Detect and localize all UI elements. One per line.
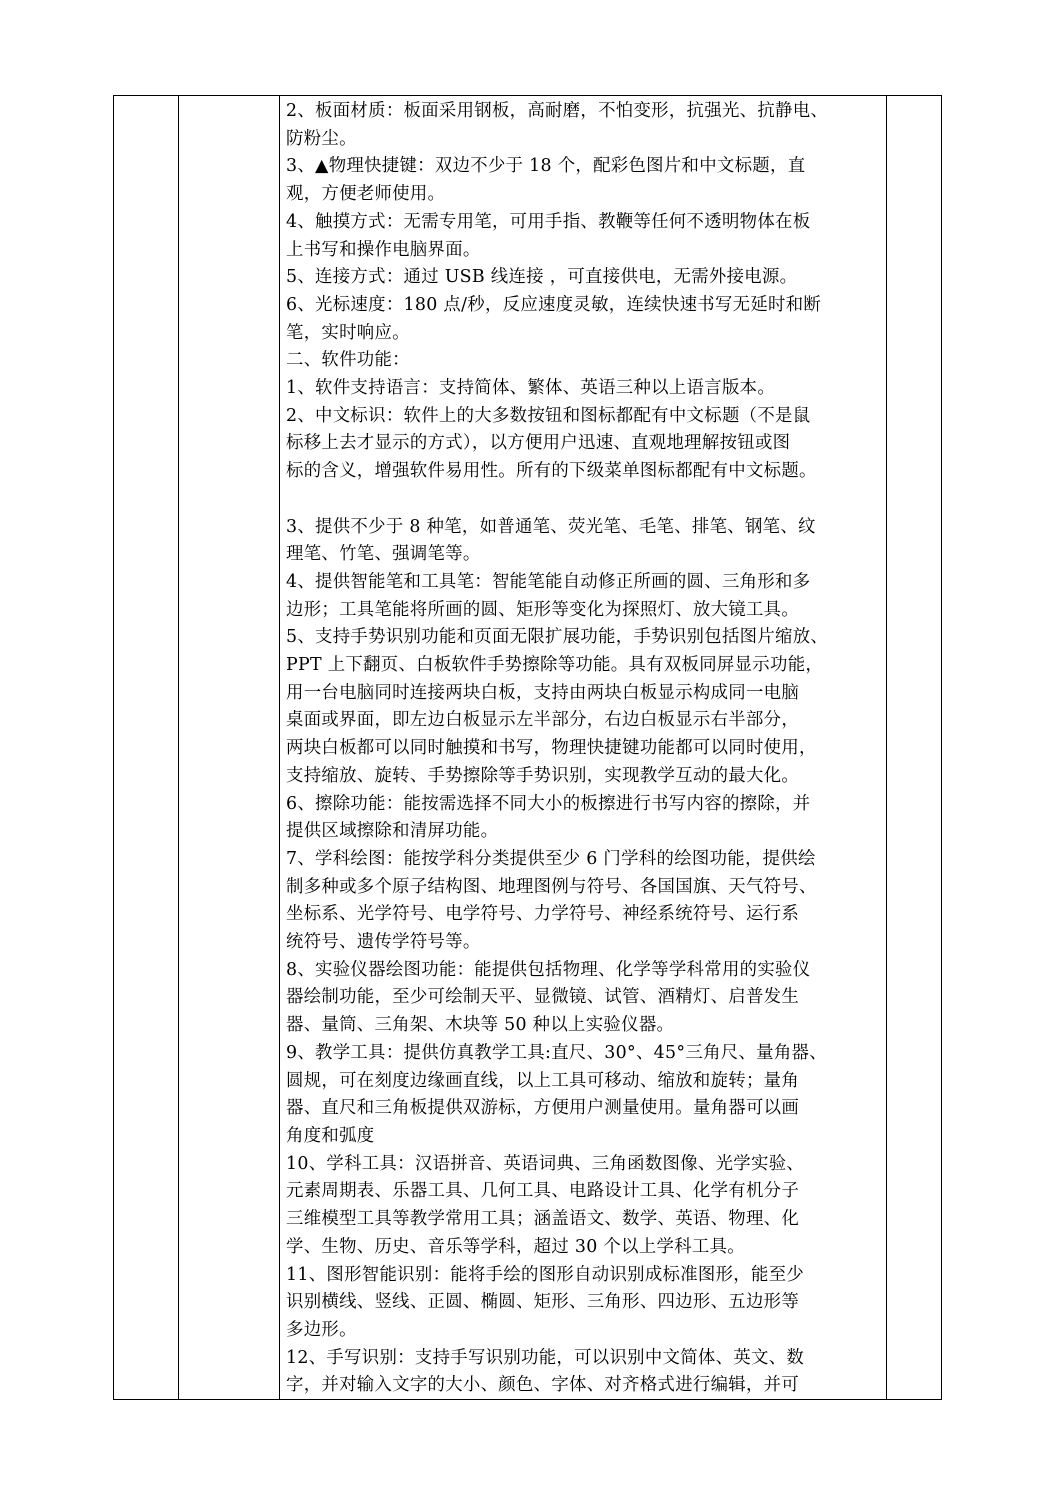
text-line: 器、量筒、三角架、木块等 50 种以上实验仪器。: [286, 1015, 675, 1036]
text-line: 提供区域擦除和清屏功能。: [286, 821, 499, 842]
spec-cell-text: [286, 98, 886, 1400]
text-line: 10、学科工具：汉语拼音、英语词典、三角函数图像、光学实验、: [286, 1153, 805, 1174]
text-line: 观，方便老师使用。: [286, 184, 446, 205]
text-line: 用一台电脑同时连接两块白板，支持由两块白板显示构成同一电脑: [286, 682, 800, 703]
blank-line: [286, 486, 886, 514]
text-line: 1、软件支持语言：支持简体、繁体、英语三种以上语言版本。: [286, 378, 776, 399]
text-line: 3、▲物理快捷键：双边不少于 18 个，配彩色图片和中文标题，直: [286, 156, 806, 177]
text-line: 笔，实时响应。: [286, 322, 410, 343]
text-line: 支持缩放、旋转、手势擦除等手势识别，实现教学互动的最大化。: [286, 765, 800, 786]
text-line: 桌面或界面，即左边白板显示左半部分，右边白板显示右半部分，: [286, 710, 800, 731]
text-line: 防粉尘。: [286, 128, 357, 149]
text-line: 6、擦除功能：能按需选择不同大小的板擦进行书写内容的擦除，并: [286, 793, 811, 814]
text-line: 理笔、竹笔、强调笔等。: [286, 544, 481, 565]
text-line: 坐标系、光学符号、电学符号、力学符号、神经系统符号、运行系: [286, 904, 800, 925]
text-line: 标的含义，增强软件易用性。所有的下级菜单图标都配有中文标题。: [286, 461, 817, 482]
text-line: 6、光标速度：180 点/秒，反应速度灵敏，连续快速书写无延时和断: [286, 294, 822, 315]
text-line: 标移上去才显示的方式），以方便用户迅速、直观地理解按钮或图: [286, 433, 791, 454]
text-line: 角度和弧度: [286, 1126, 375, 1146]
text-line: 器、直尺和三角板提供双游标，方便用户测量使用。量角器可以画: [286, 1098, 800, 1119]
text-line: 两块白板都可以同时触摸和书写，物理快捷键功能都可以同时使用，: [286, 738, 817, 759]
text-line: 制多种或多个原子结构图、地理图例与符号、各国国旗、天气符号、: [286, 876, 817, 897]
text-line: 2、板面材质：板面采用钢板，高耐磨，不怕变形，抗强光、抗静电、: [286, 101, 829, 121]
text-line: 4、提供智能笔和工具笔：智能笔能自动修正所画的圆、三角形和多: [286, 571, 811, 592]
text-line: 识别横线、竖线、正圆、椭圆、矩形、三角形、四边形、五边形等: [286, 1292, 800, 1313]
text-line: 8、实验仪器绘图功能：能提供包括物理、化学等学科常用的实验仪: [286, 959, 811, 980]
text-line: 7、学科绘图：能按学科分类提供至少 6 门学科的绘图功能，提供绘: [286, 848, 816, 869]
text-line: 上书写和操作电脑界面。: [286, 239, 481, 260]
text-line: 9、教学工具：提供仿真教学工具:直尺、30°、45°三角尺、量角器、: [286, 1042, 827, 1063]
text-line: 统符号、遗传学符号等。: [286, 932, 481, 953]
column-divider-3: [886, 96, 887, 1399]
text-line: 边形；工具笔能将所画的圆、矩形等变化为探照灯、放大镜工具。: [286, 599, 800, 620]
column-divider-2: [279, 96, 280, 1399]
text-line: PPT 上下翻页、白板软件手势擦除等功能。具有双板同屏显示功能，: [286, 655, 824, 676]
text-line: 二、软件功能：: [286, 350, 410, 371]
text-line: 圆规，可在刻度边缘画直线，以上工具可移动、缩放和旋转；量角: [286, 1070, 800, 1091]
text-line: 学、生物、历史、音乐等学科，超过 30 个以上学科工具。: [286, 1236, 745, 1257]
text-line: 字，并对输入文字的大小、颜色、字体、对齐格式进行编辑，并可: [286, 1375, 800, 1396]
text-line: 4、触摸方式：无需专用笔，可用手指、教鞭等任何不透明物体在板: [286, 211, 811, 232]
text-line: 12、手写识别：支持手写识别功能，可以识别中文简体、英文、数: [286, 1347, 805, 1368]
text-line: 2、中文标识：软件上的大多数按钮和图标都配有中文标题（不是鼠: [286, 405, 811, 426]
text-line: 器绘制功能，至少可绘制天平、显微镜、试管、酒精灯、启普发生: [286, 987, 800, 1008]
text-line: 3、提供不少于 8 种笔，如普通笔、荧光笔、毛笔、排笔、钢笔、纹: [286, 516, 816, 537]
text-line: 三维模型工具等教学常用工具；涵盖语文、数学、英语、物理、化: [286, 1209, 800, 1230]
text-line: 多边形。: [286, 1319, 357, 1340]
column-divider-1: [178, 96, 179, 1399]
text-line: 5、连接方式：通过 USB 线连接 ，可直接供电，无需外接电源。: [286, 267, 798, 288]
spec-table: [113, 95, 942, 1400]
text-line: 11、图形智能识别：能将手绘的图形自动识别成标准图形，能至少: [286, 1264, 805, 1285]
text-line: 5、支持手势识别功能和页面无限扩展功能，手势识别包括图片缩放、: [286, 627, 829, 648]
text-line: 元素周期表、乐器工具、几何工具、电路设计工具、化学有机分子: [286, 1181, 800, 1202]
